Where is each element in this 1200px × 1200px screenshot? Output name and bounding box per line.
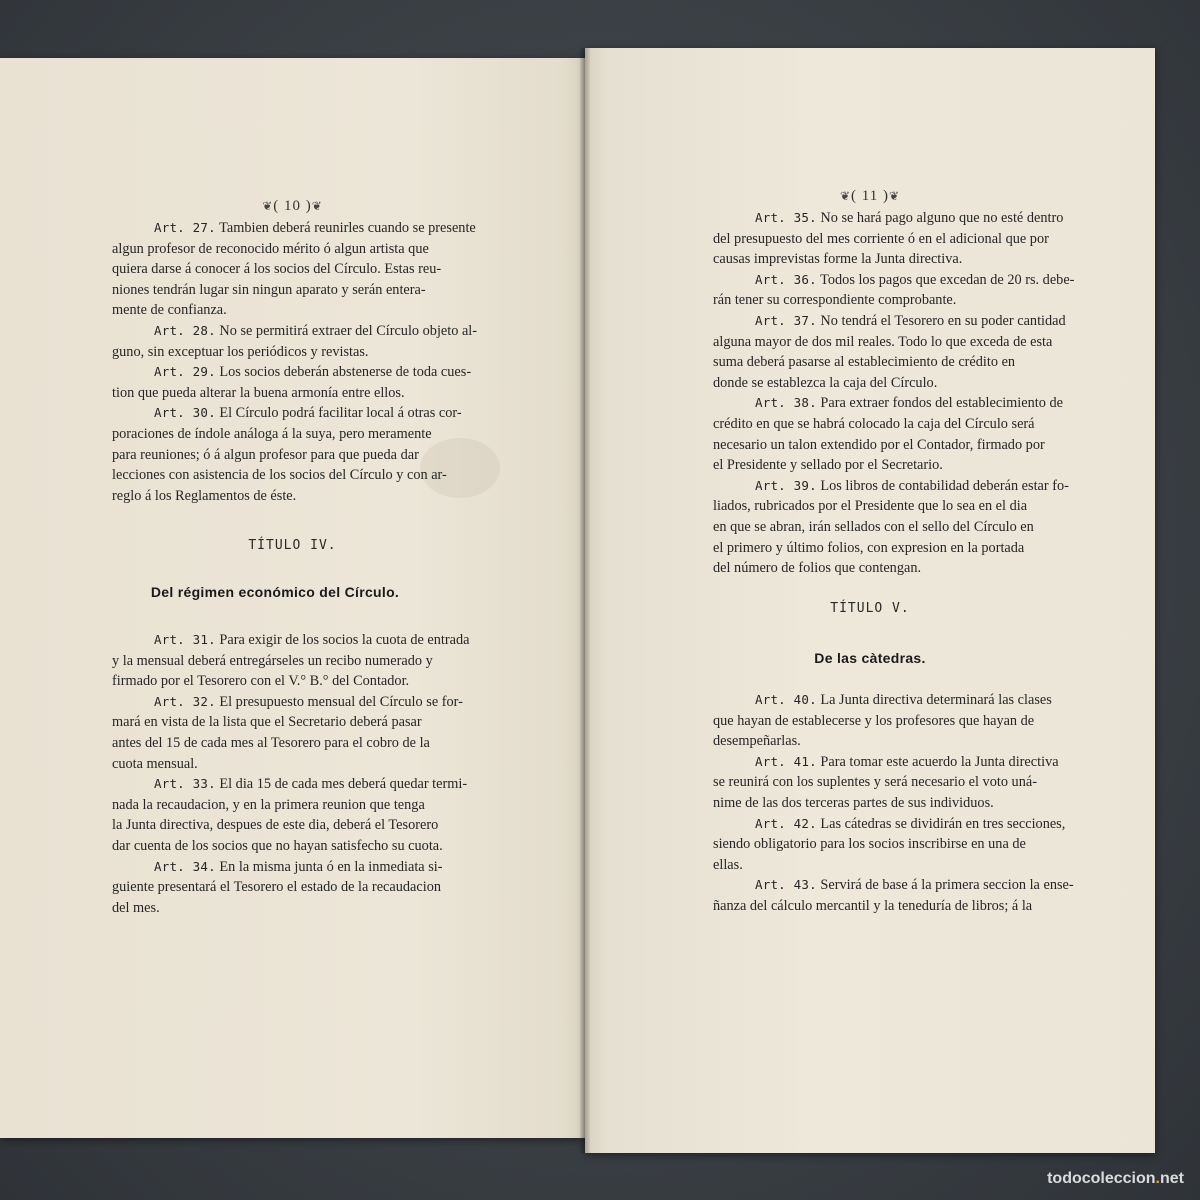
article-line bbox=[713, 793, 1078, 814]
article-text: Las cátedras se dividirán en tres secciones, bbox=[820, 815, 1066, 832]
article-line bbox=[112, 383, 472, 404]
article-line bbox=[112, 774, 472, 795]
article-line bbox=[713, 814, 1078, 835]
article-paragraph bbox=[713, 875, 1078, 916]
article-line bbox=[112, 486, 472, 507]
article-line bbox=[112, 321, 478, 342]
article-line bbox=[112, 692, 472, 713]
article-line bbox=[713, 229, 1078, 250]
folio-text: ( 10 ) bbox=[273, 198, 312, 214]
watermark-logo bbox=[1047, 1170, 1184, 1188]
article-line bbox=[713, 311, 1078, 332]
article-text: desempeñarlas. bbox=[713, 733, 801, 750]
article-number: Art. 28. bbox=[154, 322, 216, 338]
article-number: Art. 35. bbox=[755, 210, 817, 225]
article-text: antes del 15 de cada mes al Tesorero para el cobro de la bbox=[112, 734, 430, 751]
article-text: Para tomar este acuerdo la Junta directiva bbox=[820, 753, 1059, 770]
article-text: poraciones de índole análoga á la suya, pero meramente bbox=[112, 425, 432, 442]
article-number: Art. 34. bbox=[154, 858, 216, 874]
article-number: Art. 30. bbox=[154, 405, 216, 421]
article-text: Los socios deberán abstenerse de toda cues- bbox=[219, 364, 472, 381]
article-paragraph bbox=[112, 630, 472, 692]
article-line bbox=[112, 795, 472, 816]
article-text: que hayan de establecerse y los profesores que hayan de bbox=[713, 712, 1035, 729]
article-text: donde se establezca la caja del Círculo. bbox=[713, 374, 938, 391]
article-text: se reunirá con los suplentes y será necesario el voto uná- bbox=[713, 774, 1037, 791]
article-line bbox=[713, 352, 1078, 373]
article-line bbox=[112, 733, 472, 754]
article-text: ellas. bbox=[713, 856, 743, 873]
section-title-iv: TÍTULO IV. bbox=[248, 538, 337, 553]
right-articles-40-43 bbox=[713, 690, 1078, 917]
article-text: No se hará pago alguno que no esté dentro bbox=[820, 210, 1064, 226]
article-text: Los libros de contabilidad deberán estar fo- bbox=[820, 477, 1069, 494]
article-line bbox=[713, 393, 1078, 414]
article-line bbox=[112, 403, 472, 424]
article-paragraph bbox=[112, 774, 472, 856]
article-text: para reuniones; ó á algun profesor para que pueda dar bbox=[112, 446, 419, 463]
article-line bbox=[112, 671, 472, 692]
article-number: Art. 31. bbox=[154, 632, 216, 647]
article-text: crédito en que se habrá colocado la caja del Círculo será bbox=[713, 415, 1035, 432]
article-text: No tendrá el Tesorero en su poder cantidad bbox=[820, 312, 1066, 329]
article-line bbox=[112, 465, 472, 486]
article-text: En la misma junta ó en la inmediata si- bbox=[219, 858, 443, 875]
article-text: siendo obligatorio para los socios inscribirse en una de bbox=[713, 836, 1026, 853]
article-text: El Círculo podrá facilitar local á otras cor- bbox=[219, 405, 462, 422]
article-paragraph bbox=[713, 476, 1078, 579]
article-line bbox=[112, 362, 472, 383]
article-line bbox=[112, 898, 472, 919]
ornament-icon: ❦ bbox=[262, 199, 274, 213]
section-title-v: TÍTULO V. bbox=[830, 601, 910, 616]
article-paragraph bbox=[112, 692, 472, 774]
section-subtitle-iv: Del régimen económico del Círculo. bbox=[150, 584, 400, 600]
article-line bbox=[713, 208, 1078, 229]
ornament-icon: ❦ bbox=[839, 189, 852, 203]
article-line bbox=[112, 218, 476, 239]
article-paragraph bbox=[713, 690, 1078, 752]
article-line bbox=[112, 877, 472, 898]
left-page bbox=[0, 58, 585, 1138]
article-line bbox=[713, 772, 1078, 793]
article-line bbox=[713, 875, 1078, 896]
article-text: cuota mensual. bbox=[112, 755, 198, 772]
article-paragraph bbox=[112, 362, 472, 403]
right-page bbox=[585, 48, 1155, 1153]
article-text: Tambien deberá reunirles cuando se presente bbox=[219, 220, 476, 236]
article-number: Art. 42. bbox=[755, 815, 817, 831]
article-line bbox=[112, 280, 472, 301]
article-line bbox=[112, 300, 472, 321]
left-articles-27-30 bbox=[112, 218, 478, 506]
article-text: y la mensual deberá entregárseles un recibo numerado y bbox=[112, 652, 433, 669]
article-text: El presupuesto mensual del Círculo se for- bbox=[219, 693, 463, 710]
article-line bbox=[713, 731, 1078, 752]
article-number: Art. 40. bbox=[755, 692, 817, 707]
article-text: ñanza del cálculo mercantil y la teneduría de libros; á la bbox=[713, 897, 1033, 914]
article-number: Art. 41. bbox=[755, 753, 817, 769]
article-line bbox=[713, 896, 1078, 917]
article-line bbox=[112, 836, 472, 857]
article-text: del mes. bbox=[112, 899, 160, 916]
article-paragraph bbox=[713, 814, 1078, 876]
article-number: Art. 29. bbox=[154, 364, 216, 380]
article-paragraph bbox=[112, 857, 472, 919]
article-line bbox=[112, 424, 472, 445]
article-number: Art. 27. bbox=[154, 220, 216, 235]
article-text: causas imprevistas forme la Junta directiva. bbox=[713, 251, 963, 268]
article-text: suma deberá pasarse al establecimiento de crédito en bbox=[713, 354, 1016, 371]
article-number: Art. 36. bbox=[755, 271, 817, 287]
ornament-icon: ❦ bbox=[311, 199, 323, 213]
section-subtitle-v: De las càtedras. bbox=[814, 650, 926, 666]
page-number-left bbox=[0, 198, 585, 215]
article-paragraph bbox=[713, 208, 1078, 270]
article-paragraph bbox=[112, 403, 472, 506]
article-text: La Junta directiva determinará las clases bbox=[820, 692, 1052, 708]
article-text: nada la recaudacion, y en la primera reunion que tenga bbox=[112, 796, 425, 813]
article-line bbox=[713, 476, 1078, 497]
book-gutter bbox=[580, 48, 590, 1153]
article-text: guiente presentará el Tesorero el estado de la recaudacion bbox=[112, 879, 441, 896]
article-text: nime de las dos terceras partes de sus individuos. bbox=[713, 794, 994, 811]
article-line bbox=[713, 270, 1078, 291]
article-paragraph bbox=[713, 311, 1078, 393]
article-text: algun profesor de reconocido mérito ó algun artista que bbox=[112, 240, 429, 257]
article-line bbox=[713, 711, 1078, 732]
article-line bbox=[112, 239, 472, 260]
article-line bbox=[713, 496, 1078, 517]
article-paragraph bbox=[713, 270, 1078, 311]
right-articles-35-39 bbox=[713, 208, 1078, 579]
article-text: Todos los pagos que excedan de 20 rs. debe- bbox=[820, 271, 1075, 288]
article-text: el Presidente y sellado por el Secretario. bbox=[713, 457, 943, 474]
article-text: quiera darse á conocer á los socios del Círculo. Estas reu- bbox=[112, 261, 442, 278]
article-text: tion que pueda alterar la buena armonía entre ellos. bbox=[112, 384, 405, 401]
watermark-tld: net bbox=[1160, 1170, 1184, 1187]
article-line bbox=[713, 435, 1078, 456]
article-text: mente de confianza. bbox=[112, 302, 227, 319]
article-line bbox=[112, 754, 472, 775]
article-text: en que se abran, irán sellados con el sello del Círculo en bbox=[713, 518, 1034, 535]
article-line bbox=[112, 712, 472, 733]
article-line bbox=[112, 445, 472, 466]
article-line bbox=[713, 855, 1078, 876]
article-text: niones tendrán lugar sin ningun aparato y serán entera- bbox=[112, 281, 426, 298]
article-line bbox=[713, 249, 1078, 270]
article-paragraph bbox=[112, 321, 478, 362]
article-text: mará en vista de la lista que el Secretario deberá pasar bbox=[112, 714, 422, 731]
article-line bbox=[112, 651, 472, 672]
article-text: el primero y último folios, con expresion en la portada bbox=[713, 539, 1025, 556]
article-line bbox=[112, 857, 472, 878]
article-number: Art. 38. bbox=[755, 395, 817, 411]
article-paragraph bbox=[112, 218, 476, 321]
article-line bbox=[713, 558, 1078, 579]
article-line bbox=[713, 373, 1078, 394]
article-line bbox=[713, 517, 1078, 538]
article-line bbox=[112, 630, 472, 651]
article-text: No se permitirá extraer del Círculo objeto al- bbox=[219, 322, 478, 339]
article-text: reglo á los Reglamentos de éste. bbox=[112, 487, 297, 504]
article-line bbox=[112, 259, 472, 280]
article-text: Para exigir de los socios la cuota de entrada bbox=[219, 632, 470, 648]
article-text: El dia 15 de cada mes deberá quedar termi- bbox=[219, 776, 468, 793]
article-text: guno, sin exceptuar los periódicos y revistas. bbox=[112, 343, 369, 360]
left-articles-31-34 bbox=[112, 630, 472, 918]
article-text: del presupuesto del mes corriente ó en el adicional que por bbox=[713, 230, 1049, 247]
article-text: alguna mayor de dos mil reales. Todo lo que exceda de esta bbox=[713, 333, 1053, 350]
article-text: del número de folios que contengan. bbox=[713, 560, 922, 577]
folio-text: ( 11 ) bbox=[851, 188, 889, 204]
article-line bbox=[713, 332, 1078, 353]
watermark-dot: . bbox=[1155, 1170, 1160, 1187]
article-paragraph bbox=[713, 752, 1078, 814]
article-text: la Junta directiva, despues de este dia, deberá el Tesorero bbox=[112, 817, 439, 834]
article-text: Servirá de base á la primera seccion la ense- bbox=[820, 877, 1074, 894]
article-line bbox=[713, 414, 1078, 435]
article-number: Art. 33. bbox=[154, 776, 216, 792]
article-line bbox=[713, 690, 1078, 711]
watermark-brand: todocoleccion bbox=[1047, 1170, 1156, 1187]
article-paragraph bbox=[713, 393, 1078, 475]
article-text: firmado por el Tesorero con el V.° B.° del Contador. bbox=[112, 673, 410, 690]
article-number: Art. 39. bbox=[755, 477, 817, 493]
page-number-right bbox=[585, 188, 1155, 205]
article-line bbox=[112, 342, 472, 363]
article-text: rán tener su correspondiente comprobante. bbox=[713, 292, 957, 309]
article-line bbox=[713, 455, 1078, 476]
article-line bbox=[713, 538, 1078, 559]
article-number: Art. 37. bbox=[755, 312, 817, 328]
article-line bbox=[713, 290, 1078, 311]
article-line bbox=[112, 815, 472, 836]
article-text: necesario un talon extendido por el Contador, firmado por bbox=[713, 436, 1045, 453]
article-line bbox=[713, 834, 1078, 855]
ornament-icon: ❦ bbox=[888, 189, 901, 203]
article-number: Art. 43. bbox=[755, 877, 817, 893]
article-text: dar cuenta de los socios que no hayan satisfecho su cuota. bbox=[112, 837, 443, 854]
article-text: Para extraer fondos del establecimiento de bbox=[820, 395, 1063, 412]
article-text: lecciones con asistencia de los socios del Círculo y con ar- bbox=[112, 467, 447, 484]
article-number: Art. 32. bbox=[154, 693, 216, 709]
article-text: liados, rubricados por el Presidente que lo sea en el dia bbox=[713, 498, 1028, 515]
article-line bbox=[713, 752, 1078, 773]
